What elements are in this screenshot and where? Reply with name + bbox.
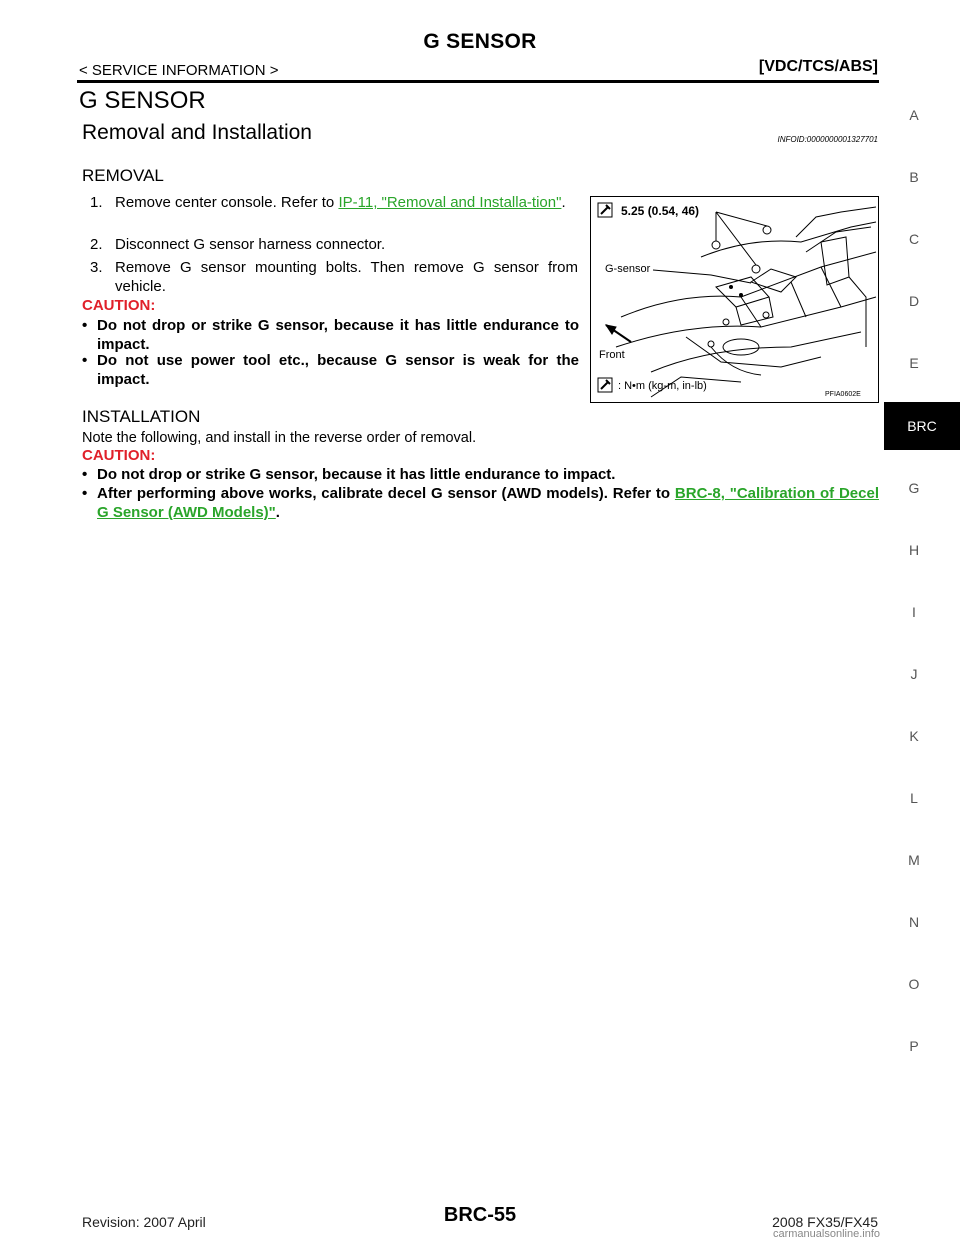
side-tab-g[interactable]: G [908,480,920,496]
torque-wrench-icon [598,378,612,392]
side-tab-n[interactable]: N [908,914,920,930]
watermark: carmanualsonline.info [772,1228,880,1240]
removal-step-3 [90,258,578,296]
xref-link-ip-11[interactable]: IP-11, "Removal and Installa-tion" [338,194,562,211]
removal-caution-item: • Do not drop or strike G sensor, because it has little endurance to impact. [82,317,579,353]
step-number: 1. [90,194,103,211]
g-sensor-callout: G-sensor [605,263,651,275]
side-tab-brc-active[interactable]: BRC [884,402,960,450]
revision-label: Revision: 2007 April [82,1214,206,1230]
removal-heading: REMOVAL [82,166,164,185]
page-header-title: G SENSOR [423,30,537,53]
installation-caution-item: • After performing above works, calibrate decel G sensor (AWD models). Refer to BRC-8, "Calibration of Decel G Sensor (AWD Models)". [82,485,879,521]
installation-caution-label: CAUTION: [82,447,156,464]
side-tab-j[interactable]: J [910,666,918,682]
side-tab-h[interactable]: H [908,542,920,558]
torque-wrench-icon [598,203,612,217]
front-callout: Front [599,349,625,361]
header-rule [77,80,879,83]
removal-caution-label: CAUTION: [82,297,156,314]
installation-note: Note the following, and install in the reverse order of removal. [82,430,477,446]
torque-spec-label: 5.25 (0.54, 46) [621,204,700,218]
header-section-left: < SERVICE INFORMATION > [79,62,279,79]
figure-drawing [591,197,878,402]
figure-id: PFIA0602E [825,391,861,398]
step-text: Remove G sensor mounting bolts. Then remove G sensor from vehicle. [115,259,578,295]
side-tab-m[interactable]: M [908,852,920,868]
g-sensor-illustration [590,196,879,403]
installation-heading: INSTALLATION [82,407,201,426]
side-tab-l[interactable]: L [910,790,918,806]
side-tab-o[interactable]: O [908,976,920,992]
page-number: BRC-55 [443,1204,517,1226]
side-tab-a[interactable]: A [909,107,919,123]
side-tab-k[interactable]: K [909,728,919,744]
torque-unit-legend: : N•m (kg-m, in-lb) [618,380,707,392]
removal-step-1 [90,193,578,212]
side-tab-p[interactable]: P [909,1038,919,1054]
bullet-icon: • [82,485,88,502]
removal-caution-item: • Do not use power tool etc., because G sensor is weak for the impact. [82,352,579,388]
side-tab-d[interactable]: D [908,293,920,309]
step-number: 3. [90,259,103,276]
side-tab-i[interactable]: I [912,604,916,620]
subsection-title: Removal and Installation [82,121,312,144]
info-id: INFOID:0000000001327701 [777,135,878,144]
step-text: Disconnect G sensor harness connector. [115,236,386,253]
header-section-right: [VDC/TCS/ABS] [758,58,878,75]
side-tab-e[interactable]: E [909,355,919,371]
step-number: 2. [90,236,103,253]
side-tab-c[interactable]: C [908,231,920,247]
section-title: G SENSOR [79,87,206,114]
side-tab-b[interactable]: B [909,169,919,185]
step-text: Remove center console. Refer to IP-11, "Removal and Installa-tion". [115,194,566,211]
bullet-icon: • [82,352,88,369]
bullet-icon: • [82,466,88,483]
installation-caution-item: • Do not drop or strike G sensor, because it has little endurance to impact. [82,466,616,483]
model-label: 2008 FX35/FX45 [772,1214,878,1230]
bullet-icon: • [82,317,88,334]
xref-link-brc-8[interactable]: BRC-8, "Calibration of Decel G Sensor (AWD Models)" [97,485,879,521]
removal-step-2 [90,235,578,254]
